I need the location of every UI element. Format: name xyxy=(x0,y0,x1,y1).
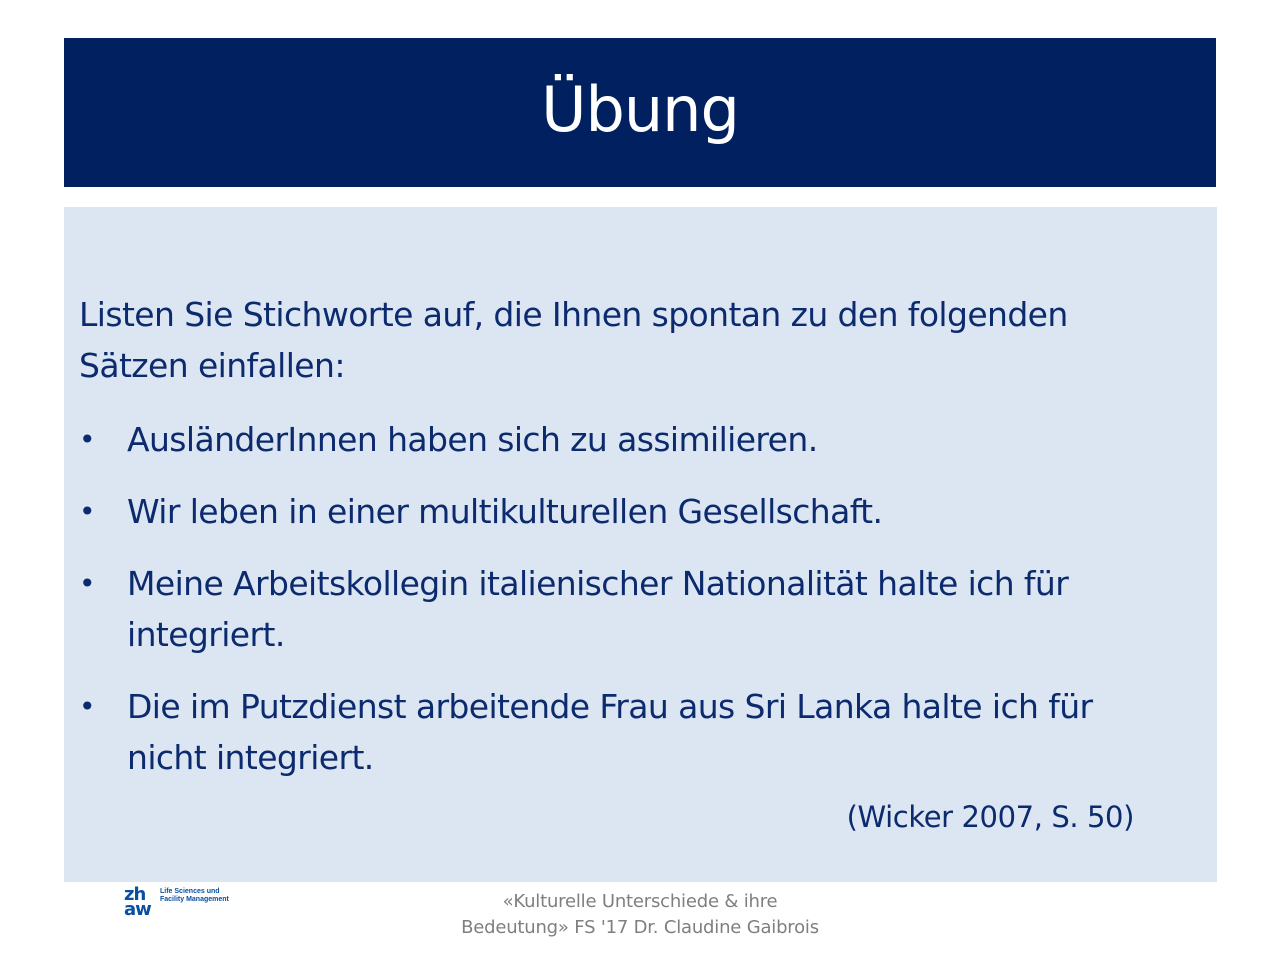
footer-line-2: Bedeutung» FS '17 Dr. Claudine Gaibrois xyxy=(461,917,819,938)
logo-mark xyxy=(124,884,158,920)
bullet-icon: • xyxy=(79,567,95,600)
list-item xyxy=(79,486,1189,537)
footer-line-1: «Kulturelle Unterschiede & ihre xyxy=(502,891,778,912)
logo-subtitle xyxy=(160,888,229,904)
bullet-icon: • xyxy=(79,690,95,723)
intro-line-2: Sätzen einfallen: xyxy=(79,346,345,385)
bullet-line-2: nicht integriert. xyxy=(127,738,374,777)
bullet-icon: • xyxy=(79,495,95,528)
bullet-line-1: Meine Arbeitskollegin italienischer Nationalität halte ich für xyxy=(127,564,1069,603)
bullet-line-1: Die im Putzdienst arbeitende Frau aus Sri Lanka halte ich für xyxy=(127,687,1093,726)
list-item xyxy=(79,558,1189,660)
zhaw-logo xyxy=(124,884,229,920)
bullet-list xyxy=(79,414,1189,804)
logo-mark-line-2: aw xyxy=(124,899,151,920)
content-box xyxy=(64,207,1217,882)
logo-sub-line-1: Life Sciences und xyxy=(160,888,220,895)
footer-text xyxy=(440,889,840,941)
slide-title: Übung xyxy=(541,72,739,146)
list-item xyxy=(79,414,1189,465)
bullet-line-2: integriert. xyxy=(127,615,285,654)
intro-line-1: Listen Sie Stichworte auf, die Ihnen spontan zu den folgenden xyxy=(79,295,1068,334)
citation: (Wicker 2007, S. 50) xyxy=(846,800,1134,834)
list-item xyxy=(79,681,1189,783)
logo-mark-line-1: zh xyxy=(124,884,146,905)
bullet-line-1: AusländerInnen haben sich zu assimilieren. xyxy=(127,420,818,459)
bullet-icon: • xyxy=(79,423,95,456)
title-bar xyxy=(64,38,1216,187)
logo-sub-line-2: Facility Management xyxy=(160,896,229,903)
intro-text xyxy=(79,289,1179,391)
bullet-line-1: Wir leben in einer multikulturellen Gesellschaft. xyxy=(127,492,883,531)
